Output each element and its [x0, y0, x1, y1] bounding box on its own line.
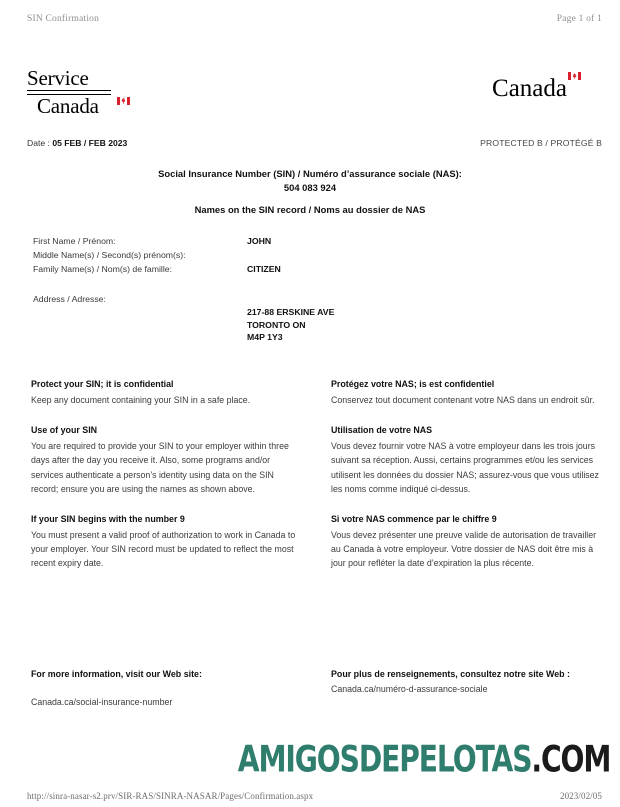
canada-wordmark	[492, 76, 580, 101]
info-section	[31, 513, 299, 571]
middle-name-label: Middle Name(s) / Second(s) prénom(s):	[33, 250, 186, 260]
service-canada-logo	[27, 68, 117, 117]
website-references	[31, 668, 591, 709]
logo-row	[27, 68, 580, 128]
sin-record-block	[33, 236, 553, 344]
first-name-value: JOHN	[247, 236, 272, 246]
date-label: Date :	[27, 138, 50, 148]
information-column-english	[31, 378, 299, 588]
website-heading-english: For more information, visit our Web site:	[31, 669, 202, 679]
watermark-suffix: .COM	[531, 738, 610, 782]
website-url-french[interactable]: Canada.ca/numéro-d-assurance-sociale	[331, 683, 488, 694]
canada-wordmark-text: Canada	[492, 75, 567, 102]
print-footer-url: http://sinra-nasar-s2.prv/SIR-RAS/SINRA-NASAR/Pages/Confirmation.aspx	[27, 791, 314, 801]
protected-marking: PROTECTED B / PROTÉGÉ B	[480, 138, 602, 148]
info-section-body: Keep any document containing your SIN in a safe place.	[31, 395, 251, 405]
address-line: M4P 1Y3	[247, 332, 283, 342]
watermark	[237, 738, 610, 782]
date-value: 05 FEB / FEB 2023	[52, 138, 128, 148]
address-row	[33, 294, 553, 344]
address-label: Address / Adresse:	[33, 294, 106, 304]
family-name-value: CITIZEN	[247, 264, 281, 274]
print-footer-date: 2023/02/05	[559, 791, 602, 801]
website-reference-english	[31, 668, 299, 709]
service-canada-line2: Canada	[37, 93, 99, 118]
service-canada-line2-wrap	[27, 93, 117, 118]
address-line: TORONTO ON	[247, 319, 306, 330]
info-section-body: Vous devez présenter une preuve valide de autorisation de travailler au Canada à votre employeur. Votre dossier de NAS doit être mis à jour pour refléter la date d’expiration la plus récente.	[331, 530, 597, 569]
info-section	[31, 378, 299, 407]
info-section-heading: Si votre NAS commence par le chiffre 9	[331, 514, 497, 525]
website-reference-french	[331, 668, 599, 709]
info-section-body: Vous devez fournir votre NAS à votre employeur dans les trois jours suivant sa réception. Aussi, certains programmes et/ou les services utilisent les données du dossier NAS; assurez-vous que vous utilisez les noms comme indiqué ci-dessus.	[331, 441, 599, 494]
family-name-label: Family Name(s) / Nom(s) de famille:	[33, 264, 173, 274]
record-row	[33, 264, 553, 278]
print-header	[27, 14, 602, 24]
sin-heading: Social Insurance Number (SIN) / Numéro d’assurance sociale (NAS):	[158, 168, 462, 179]
info-section-body: You are required to provide your SIN to your employer within three days after the day you receive it. Also, some programs and/or services authenticate a person’s identity using data on the SIN record; ensure you are using the names as shown above.	[31, 441, 289, 494]
record-row	[33, 236, 553, 250]
info-section	[31, 424, 299, 496]
info-section	[331, 513, 599, 571]
canada-flag-icon	[117, 97, 130, 105]
information-columns	[31, 378, 599, 588]
print-header-page-indicator: Page 1 of 1	[556, 14, 602, 24]
info-section-heading: Protégez votre NAS; is est confidentiel	[331, 379, 495, 389]
info-section-heading: Protect your SIN; it is confidential	[31, 379, 174, 389]
info-section-body: Conservez tout document contenant votre NAS dans un endroit sûr.	[331, 395, 595, 405]
info-section-heading: Utilisation de votre NAS	[331, 425, 433, 436]
first-name-label: First Name / Prénom:	[33, 236, 116, 246]
print-footer	[27, 791, 602, 801]
info-section-heading: Use of your SIN	[31, 425, 98, 436]
info-section-heading: If your SIN begins with the number 9	[31, 514, 185, 525]
names-heading: Names on the SIN record / Noms au dossier de NAS	[194, 204, 426, 215]
info-section	[331, 424, 599, 496]
address-line: 217-88 ERSKINE AVE	[247, 307, 335, 317]
print-header-title: SIN Confirmation	[27, 14, 100, 24]
service-canada-line1: Service	[27, 66, 89, 90]
info-section-body: You must present a valid proof of authorization to work in Canada to your employer. Your SIN record must be updated to reflect the most recent expiry date.	[31, 530, 296, 569]
address-value	[247, 294, 334, 344]
sin-number: 504 083 924	[283, 182, 337, 193]
issue-date	[27, 138, 127, 148]
canada-flag-icon	[568, 72, 581, 80]
watermark-primary: AMIGOSDEPELOTAS	[237, 738, 532, 782]
website-heading-french: Pour plus de renseignements, consultez notre site Web :	[331, 669, 571, 679]
website-url-english[interactable]: Canada.ca/social-insurance-number	[31, 696, 173, 707]
record-row	[33, 250, 553, 264]
meta-row	[27, 138, 602, 148]
information-column-french	[331, 378, 599, 588]
info-section	[331, 378, 599, 407]
